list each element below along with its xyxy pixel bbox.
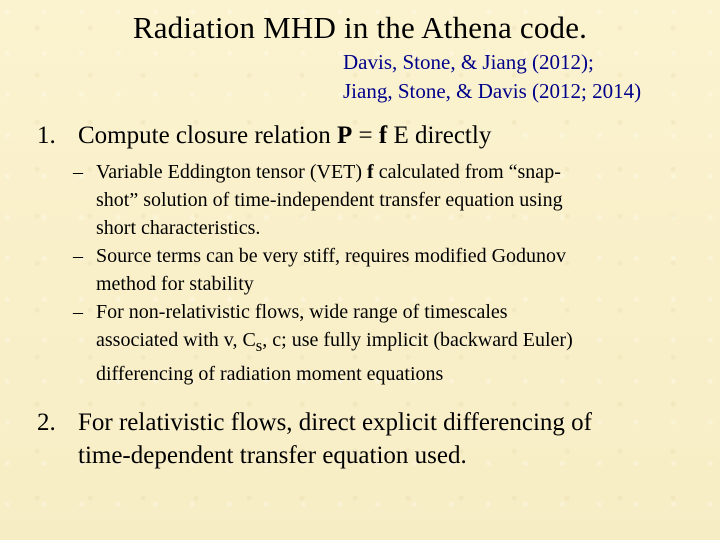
point-line: time-dependent transfer equation used. xyxy=(78,442,467,469)
subscript: s xyxy=(255,336,263,355)
text-segment: associated with v, C xyxy=(96,329,256,351)
point-number: 1. xyxy=(37,122,56,149)
text-segment: , c; use fully implicit (backward Euler) xyxy=(262,329,573,351)
slide-title: Radiation MHD in the Athena code. xyxy=(132,10,588,45)
point-text xyxy=(78,119,491,152)
subpoint-line: differencing of radiation moment equations xyxy=(96,363,444,385)
subpoint-line xyxy=(96,326,713,360)
subpoint-list xyxy=(73,158,713,388)
bold-symbol: f xyxy=(378,122,388,149)
point-text xyxy=(78,406,592,472)
citation-line: Jiang, Stone, & Davis (2012; 2014) xyxy=(343,79,642,103)
subpoint xyxy=(73,242,713,298)
subpoint-text xyxy=(96,298,713,388)
bold-symbol: f xyxy=(367,161,374,183)
text-segment: E directly xyxy=(387,122,492,149)
dash-bullet: – xyxy=(73,245,83,267)
point-line: For relativistic flows, direct explicit differencing of xyxy=(78,409,592,436)
bold-symbol: P xyxy=(336,122,353,149)
text-segment: Variable Eddington tensor (VET) xyxy=(96,161,368,183)
dash-bullet: – xyxy=(73,301,83,323)
subpoint-text xyxy=(96,242,713,298)
subpoint-text xyxy=(96,158,713,242)
citation-line: Davis, Stone, & Jiang (2012); xyxy=(343,50,594,74)
text-segment: calculated from “snap- xyxy=(373,161,561,183)
subpoint xyxy=(73,298,713,388)
text-segment: = xyxy=(352,122,379,149)
subpoint-line: Source terms can be very stiff, requires modified Godunov xyxy=(96,245,567,267)
subpoint-line xyxy=(96,158,713,186)
point-number: 2. xyxy=(37,409,56,436)
subpoint-line: shot” solution of time-independent transfer equation using xyxy=(96,189,563,211)
subpoint-line: method for stability xyxy=(96,273,254,295)
text-segment: Compute closure relation xyxy=(78,122,337,149)
citation xyxy=(343,48,641,106)
subpoint-line: short characteristics. xyxy=(96,217,261,239)
subpoint xyxy=(73,158,713,242)
dash-bullet: – xyxy=(73,161,83,183)
subpoint-line: For non-relativistic flows, wide range of timescales xyxy=(96,301,508,323)
